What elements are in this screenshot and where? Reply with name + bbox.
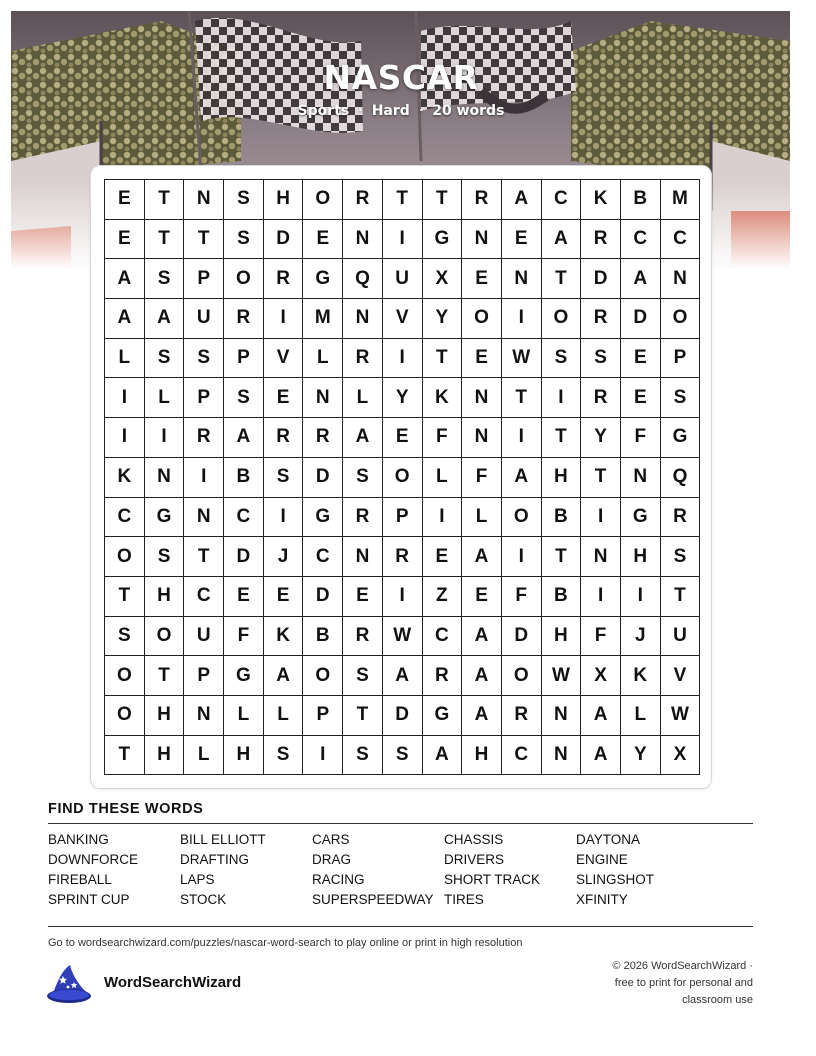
grid-cell: T [542,418,582,458]
letter-grid [104,179,700,775]
grid-cell: I [383,220,423,260]
word-list-item: ENGINE [576,852,628,867]
grid-cell: I [303,736,343,776]
grid-cell: I [145,418,185,458]
grid-cell: A [462,617,502,657]
grid-cell: F [423,418,463,458]
grid-cell: S [145,339,185,379]
grid-cell: O [224,259,264,299]
grid-cell: A [581,696,621,736]
grid-cell: Q [661,458,701,498]
grid-cell: J [264,537,304,577]
grid-cell: N [462,418,502,458]
grid-cell: G [423,220,463,260]
grid-cell: G [224,656,264,696]
grid-cell: N [303,378,343,418]
grid-cell: S [224,220,264,260]
grid-cell: T [542,259,582,299]
grid-cell: I [264,498,304,538]
grid-cell: X [581,656,621,696]
grid-cell: Y [383,378,423,418]
grid-cell: R [383,537,423,577]
grid-cell: A [502,180,542,220]
grid-cell: U [184,617,224,657]
grid-cell: G [145,498,185,538]
brand-name: WordSearchWizard [104,974,242,991]
grid-cell: D [383,696,423,736]
grid-cell: O [462,299,502,339]
grid-cell: E [462,577,502,617]
grid-cell: S [145,259,185,299]
grid-cell: N [621,458,661,498]
grid-cell: S [105,617,145,657]
grid-cell: T [542,537,582,577]
grid-cell: A [264,656,304,696]
grid-cell: C [423,617,463,657]
word-list-item: SPRINT CUP [48,892,130,907]
grid-cell: B [303,617,343,657]
grid-cell: F [621,418,661,458]
grid-cell: V [661,656,701,696]
grid-cell: V [383,299,423,339]
grid-cell: S [224,180,264,220]
word-list-item: RACING [312,872,365,887]
grid-cell: X [423,259,463,299]
grid-cell: T [423,180,463,220]
grid-cell: A [383,656,423,696]
grid-cell: T [145,180,185,220]
grid-cell: L [303,339,343,379]
grid-cell: B [542,577,582,617]
grid-cell: U [383,259,423,299]
grid-cell: D [621,299,661,339]
grid-cell: T [581,458,621,498]
grid-cell: M [661,180,701,220]
grid-cell: O [303,180,343,220]
grid-cell: P [661,339,701,379]
grid-cell: A [105,299,145,339]
grid-cell: D [303,458,343,498]
grid-cell: R [462,180,502,220]
grid-cell: Q [343,259,383,299]
word-list-item: FIREBALL [48,872,112,887]
word-list-item: SHORT TRACK [444,872,541,887]
words-heading: FIND THESE WORDS [48,801,204,817]
grid-cell: I [383,339,423,379]
grid-cell: C [661,220,701,260]
grid-cell: N [184,180,224,220]
grid-cell: A [462,696,502,736]
grid-cell: P [184,656,224,696]
grid-cell: N [661,259,701,299]
grid-cell: D [303,577,343,617]
grid-cell: O [303,656,343,696]
grid-cell: N [343,299,383,339]
grid-cell: S [224,378,264,418]
grid-cell: S [383,736,423,776]
grid-cell: N [462,378,502,418]
grid-cell: S [343,458,383,498]
grid-cell: C [184,577,224,617]
grid-cell: A [502,458,542,498]
grid-cell: P [383,498,423,538]
grid-cell: G [661,418,701,458]
grid-cell: I [105,418,145,458]
grid-cell: I [264,299,304,339]
grid-cell: T [502,378,542,418]
word-list-item: STOCK [180,892,227,907]
grid-cell: K [264,617,304,657]
grid-cell: I [581,577,621,617]
grid-cell: R [343,339,383,379]
grid-cell: U [184,299,224,339]
grid-cell: C [303,537,343,577]
grid-cell: A [423,736,463,776]
word-list-item: LAPS [180,872,215,887]
word-list-item: CHASSIS [444,832,504,847]
copyright-notice [573,958,753,1009]
grid-cell: X [661,736,701,776]
grid-cell: G [303,259,343,299]
grid-cell: L [184,736,224,776]
grid-cell: H [224,736,264,776]
grid-cell: N [502,259,542,299]
grid-cell: E [264,378,304,418]
grid-cell: H [145,577,185,617]
grid-cell: O [105,537,145,577]
word-list-item: TIRES [444,892,484,907]
grid-cell: T [383,180,423,220]
divider [48,926,753,927]
grid-cell: A [462,537,502,577]
grid-cell: N [542,736,582,776]
grid-cell: T [105,736,145,776]
grid-cell: W [661,696,701,736]
grid-cell: H [462,736,502,776]
puzzle-meta [0,103,802,119]
grid-cell: I [502,299,542,339]
grid-cell: O [105,696,145,736]
grid-cell: C [224,498,264,538]
grid-cell: N [343,537,383,577]
divider [48,823,753,824]
meta-separator: · [358,103,363,119]
grid-cell: I [105,378,145,418]
grid-cell: G [303,498,343,538]
grid-cell: N [145,458,185,498]
grid-cell: N [581,537,621,577]
grid-cell: E [502,220,542,260]
grid-cell: S [542,339,582,379]
meta-separator: · [418,103,424,119]
grid-cell: V [264,339,304,379]
difficulty-label: Hard [371,103,410,119]
copyright-line: © 2026 WordSearchWizard · [612,960,753,972]
grid-cell: M [303,299,343,339]
word-list-item: SLINGSHOT [576,872,655,887]
grid-cell: S [661,537,701,577]
grid-cell: T [184,220,224,260]
grid-cell: E [462,339,502,379]
grid-cell: R [343,180,383,220]
grid-cell: A [224,418,264,458]
grid-cell: L [224,696,264,736]
grid-cell: E [224,577,264,617]
grid-cell: A [542,220,582,260]
grid-cell: E [303,220,343,260]
grid-cell: N [184,696,224,736]
grid-cell: G [621,498,661,538]
grid-cell: B [224,458,264,498]
grid-cell: O [661,299,701,339]
grid-cell: R [184,418,224,458]
grid-cell: J [621,617,661,657]
grid-cell: U [661,617,701,657]
grid-cell: F [581,617,621,657]
grid-cell: C [105,498,145,538]
grid-cell: E [621,378,661,418]
grid-cell: H [542,458,582,498]
copyright-line: free to print for personal and [614,977,753,989]
grid-cell: Z [423,577,463,617]
grid-cell: A [621,259,661,299]
word-list-item: DRAG [312,852,352,867]
grid-cell: A [343,418,383,458]
grid-cell: F [502,577,542,617]
grid-cell: O [542,299,582,339]
grid-cell: R [264,259,304,299]
grid-cell: I [542,378,582,418]
grid-cell: K [105,458,145,498]
grid-cell: A [462,656,502,696]
word-list-item: XFINITY [576,892,628,907]
grid-cell: T [145,220,185,260]
grid-cell: N [542,696,582,736]
grid-cell: R [343,617,383,657]
word-list [48,832,753,912]
grid-cell: R [581,299,621,339]
category-label: Sports [297,103,350,119]
grid-cell: B [542,498,582,538]
grid-cell: E [105,180,145,220]
word-list-item: DAYTONA [576,832,641,847]
grid-cell: T [184,537,224,577]
word-list-item: DRIVERS [444,852,505,867]
word-list-item: DOWNFORCE [48,852,138,867]
grid-cell: I [581,498,621,538]
grid-cell: H [264,180,304,220]
grid-cell: O [105,656,145,696]
grid-cell: I [423,498,463,538]
grid-cell: R [661,498,701,538]
grid-cell: E [383,418,423,458]
grid-cell: C [621,220,661,260]
grid-cell: R [264,418,304,458]
grid-cell: E [462,259,502,299]
grid-cell: W [542,656,582,696]
grid-cell: O [502,656,542,696]
grid-cell: S [661,378,701,418]
grid-cell: W [502,339,542,379]
grid-cell: H [145,696,185,736]
grid-cell: K [423,378,463,418]
grid-cell: R [502,696,542,736]
grid-cell: L [462,498,502,538]
grid-cell: W [383,617,423,657]
grid-cell: S [145,537,185,577]
puzzle-title: NASCAR [323,58,479,97]
grid-cell: Y [621,736,661,776]
grid-cell: S [264,736,304,776]
grid-cell: C [542,180,582,220]
grid-cell: T [145,656,185,696]
grid-cell: N [343,220,383,260]
wizard-hat-icon [46,962,92,1004]
grid-cell: F [224,617,264,657]
grid-cell: R [303,418,343,458]
grid-cell: C [502,736,542,776]
word-list-item: CARS [312,832,350,847]
grid-cell: L [145,378,185,418]
grid-cell: F [462,458,502,498]
grid-cell: T [343,696,383,736]
copyright-line: classroom use [682,994,753,1006]
grid-cell: L [343,378,383,418]
grid-cell: T [423,339,463,379]
grid-cell: E [423,537,463,577]
grid-cell: P [303,696,343,736]
grid-cell: E [264,577,304,617]
grid-cell: L [105,339,145,379]
grid-cell: O [383,458,423,498]
grid-cell: Y [423,299,463,339]
grid-cell: A [105,259,145,299]
grid-cell: I [502,537,542,577]
grid-cell: H [542,617,582,657]
grid-cell: R [581,378,621,418]
grid-cell: P [224,339,264,379]
grid-cell: D [224,537,264,577]
grid-cell: L [264,696,304,736]
grid-cell: E [621,339,661,379]
word-list-item: BANKING [48,832,109,847]
grid-cell: I [383,577,423,617]
footer-url-text: Go to wordsearchwizard.com/puzzles/nascar-word-search to play online or print in high resolution [48,937,523,949]
grid-cell: R [581,220,621,260]
grid-cell: N [184,498,224,538]
grid-cell: D [264,220,304,260]
grid-cell: O [502,498,542,538]
word-list-item: DRAFTING [180,852,249,867]
grid-cell: Y [581,418,621,458]
grid-cell: K [581,180,621,220]
grid-cell: L [423,458,463,498]
grid-cell: S [581,339,621,379]
grid-cell: B [621,180,661,220]
grid-cell: S [343,736,383,776]
grid-cell: N [462,220,502,260]
grid-cell: H [621,537,661,577]
grid-cell: P [184,378,224,418]
grid-cell: I [621,577,661,617]
grid-cell: A [145,299,185,339]
grid-cell: R [423,656,463,696]
grid-cell: T [661,577,701,617]
grid-cell: O [145,617,185,657]
grid-cell: I [502,418,542,458]
grid-cell: L [621,696,661,736]
grid-cell: H [145,736,185,776]
grid-cell: P [184,259,224,299]
grid-cell: R [224,299,264,339]
grid-cell: S [184,339,224,379]
grid-cell: A [581,736,621,776]
word-list-item: SUPERSPEEDWAY [312,892,434,907]
grid-cell: K [621,656,661,696]
grid-cell: E [343,577,383,617]
grid-cell: T [105,577,145,617]
word-list-item: BILL ELLIOTT [180,832,266,847]
grid-cell: S [343,656,383,696]
grid-cell: S [264,458,304,498]
grid-cell: D [581,259,621,299]
grid-cell: E [105,220,145,260]
word-count-label: 20 words [432,103,505,119]
grid-cell: D [502,617,542,657]
grid-cell: G [423,696,463,736]
grid-cell: I [184,458,224,498]
grid-cell: R [343,498,383,538]
